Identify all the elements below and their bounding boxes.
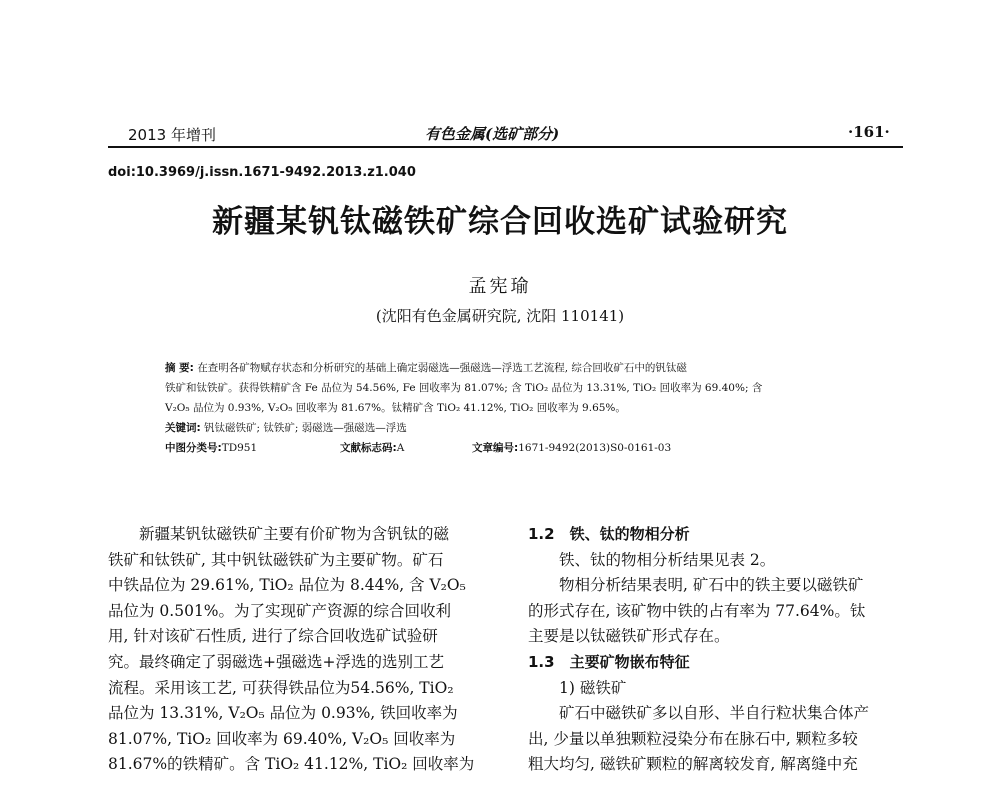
clc-label: 中图分类号: bbox=[165, 442, 222, 454]
keywords: 钒钛磁铁矿; 钛铁矿; 弱磁选—强磁选—浮选 bbox=[204, 422, 407, 434]
header-rule bbox=[108, 146, 903, 148]
abstract-line: 铁矿和钛铁矿。获得铁精矿含 Fe 品位为 54.56%, Fe 回收率为 81.07%; 含 TiO₂ 品位为 13.31%, TiO₂ 回收率为 69.40%; 含 bbox=[165, 382, 763, 394]
doc-code-label: 文献标志码: bbox=[340, 442, 397, 454]
body-line: 中铁品位为 29.61%, TiO₂ 品位为 8.44%, 含 V₂O₅ bbox=[108, 576, 466, 595]
keywords-row bbox=[165, 418, 865, 438]
section-heading-1-3: 1.3 主要矿物嵌布特征 bbox=[528, 652, 690, 671]
classification-row bbox=[165, 438, 865, 458]
body-line: 究。最终确定了弱磁选+强磁选+浮选的选别工艺 bbox=[108, 652, 444, 671]
abstract-label: 摘 要: bbox=[165, 362, 194, 374]
body-line: 的形式存在, 该矿物中铁的占有率为 77.64%。钛 bbox=[528, 601, 866, 620]
keywords-label: 关键词: bbox=[165, 422, 201, 434]
right-column bbox=[528, 522, 913, 778]
author: 孟宪瑜 bbox=[468, 276, 532, 297]
body-line: 品位为 0.501%。为了实现矿产资源的综合回收利 bbox=[108, 601, 452, 620]
body-line: 物相分析结果表明, 矿石中的铁主要以磁铁矿 bbox=[528, 576, 864, 595]
abstract-line bbox=[165, 358, 865, 378]
doi: doi:10.3969/j.issn.1671-9492.2013.z1.040 bbox=[108, 165, 416, 180]
page-number: ·161· bbox=[848, 123, 890, 141]
body-line: 粗大均匀, 磁铁矿颗粒的解离较发育, 解离缝中充 bbox=[528, 755, 858, 774]
body-line: 81.07%, TiO₂ 回收率为 69.40%, V₂O₅ 回收率为 bbox=[108, 729, 456, 748]
abstract-block bbox=[165, 358, 865, 458]
section-heading-1-2: 1.2 铁、钛的物相分析 bbox=[528, 525, 690, 543]
abstract-line: V₂O₅ 品位为 0.93%, V₂O₅ 回收率为 81.67%。钛精矿含 TiO₂ 41.12%, TiO₂ 回收率为 9.65%。 bbox=[165, 402, 626, 414]
clc-number: TD951 bbox=[221, 442, 258, 454]
body-line: 主要是以钛磁铁矿形式存在。 bbox=[528, 627, 730, 646]
left-column bbox=[108, 522, 503, 778]
paper-title: 新疆某钒钛磁铁矿综合回收选矿试验研究 bbox=[212, 204, 788, 240]
body-line: 铁、钛的物相分析结果见表 2。 bbox=[528, 550, 776, 569]
body-line: 矿石中磁铁矿多以自形、半自行粒状集合体产 bbox=[528, 704, 870, 723]
body-line: 品位为 13.31%, V₂O₅ 品位为 0.93%, 铁回收率为 bbox=[108, 704, 458, 723]
article-number: 1671-9492(2013)S0-0161-03 bbox=[518, 442, 672, 454]
body-line: 用, 针对该矿石性质, 进行了综合回收选矿试验研 bbox=[108, 627, 438, 646]
abstract-text: 在查明各矿物赋存状态和分析研究的基础上确定弱磁选—强磁选—浮选工艺流程, 综合回收矿石中的钒钛磁 bbox=[197, 362, 687, 374]
running-header-issue: 2013 年增刊 bbox=[128, 126, 216, 144]
body-line: 铁矿和钛铁矿, 其中钒钛磁铁矿为主要矿物。矿石 bbox=[108, 550, 444, 569]
affiliation: (沈阳有色金属研究院, 沈阳 110141) bbox=[375, 307, 625, 325]
body-line: 新疆某钒钛磁铁矿主要有价矿物为含钒钛的磁 bbox=[108, 525, 450, 543]
body-line: 流程。采用该工艺, 可获得铁品位为54.56%, TiO₂ bbox=[108, 678, 454, 697]
list-item-magnetite: 1) 磁铁矿 bbox=[528, 678, 627, 697]
body-line: 81.67%的铁精矿。含 TiO₂ 41.12%, TiO₂ 回收率为 bbox=[108, 755, 475, 774]
running-header-journal: 有色金属(选矿部分) bbox=[425, 125, 560, 143]
doc-code: A bbox=[396, 442, 405, 454]
article-number-label: 文章编号: bbox=[472, 442, 519, 454]
body-line: 出, 少量以单独颗粒浸染分布在脉石中, 颗粒多较 bbox=[528, 729, 858, 748]
